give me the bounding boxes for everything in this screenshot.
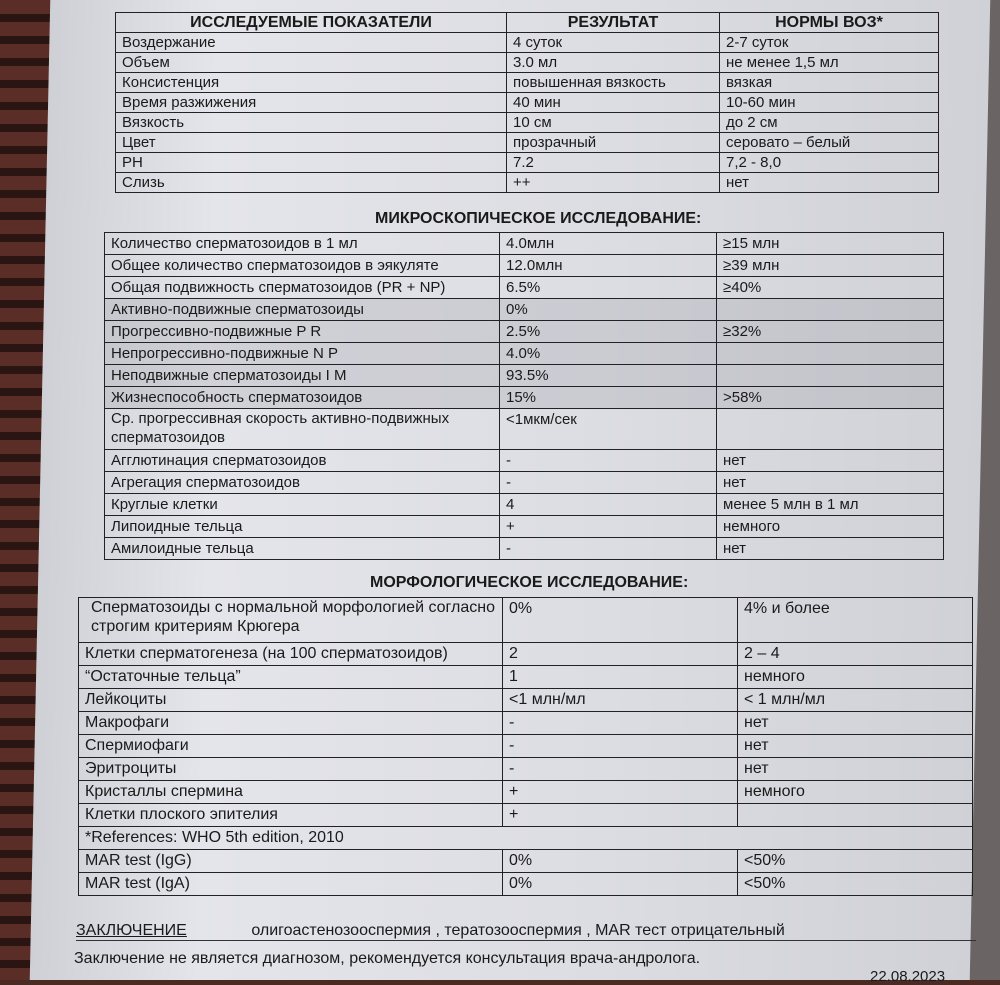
param-norm: не менее 1,5 мл <box>720 53 939 73</box>
table-row <box>116 173 939 193</box>
table-row <box>79 712 973 735</box>
table-row <box>105 277 944 299</box>
param-result: 0% <box>503 598 738 643</box>
param-norm: нет <box>717 450 944 472</box>
param-result: 1 <box>503 666 738 689</box>
param-norm: нет <box>738 735 973 758</box>
table-row <box>116 93 939 113</box>
param-norm <box>717 343 944 365</box>
param-result: <1мкм/сек <box>500 409 717 450</box>
param-name: Ср. прогрессивная скорость активно-подвижных сперматозоидов <box>105 409 500 450</box>
param-norm: до 2 см <box>720 113 939 133</box>
param-norm <box>717 299 944 321</box>
param-name: Кристаллы спермина <box>79 781 503 804</box>
param-norm: нет <box>720 173 939 193</box>
param-name: Неподвижные сперматозоиды I M <box>105 365 500 387</box>
param-name: Непрогрессивно-подвижные N P <box>105 343 500 365</box>
param-norm: 7,2 - 8,0 <box>720 153 939 173</box>
param-name: Спермиофаги <box>79 735 503 758</box>
morph-section-title: МОРФОЛОГИЧЕСКОЕ ИССЛЕДОВАНИЕ: <box>370 574 689 591</box>
param-name: Макрофаги <box>79 712 503 735</box>
param-norm: <50% <box>738 873 973 896</box>
table-row <box>116 133 939 153</box>
conclusion-text: олигоастенозооспермия , тератозооспермия , MAR тест отрицательный <box>251 922 785 939</box>
report-date: 22.08.2023 <box>870 968 946 985</box>
general-table <box>115 12 939 193</box>
param-norm: ≥32% <box>717 321 944 343</box>
param-result: - <box>503 735 738 758</box>
param-result: повышенная вязкость <box>507 73 720 93</box>
param-norm: вязкая <box>720 73 939 93</box>
param-name: Агглютинация сперматозоидов <box>105 450 500 472</box>
param-norm: менее 5 млн в 1 мл <box>717 494 944 516</box>
table-row <box>105 450 944 472</box>
table-row <box>79 598 973 643</box>
table-row <box>105 472 944 494</box>
table-row <box>116 33 939 53</box>
table-row <box>116 53 939 73</box>
param-result: 0% <box>503 873 738 896</box>
param-norm: ≥15 млн <box>717 233 944 255</box>
param-result: 12.0млн <box>500 255 717 277</box>
divider <box>76 940 976 941</box>
param-norm: серовато – белый <box>720 133 939 153</box>
micro-section-title: МИКРОСКОПИЧЕСКОЕ ИССЛЕДОВАНИЕ: <box>375 210 702 227</box>
param-result: - <box>503 758 738 781</box>
param-name: Лейкоциты <box>79 689 503 712</box>
param-name: Вязкость <box>116 113 507 133</box>
micro-table <box>104 232 944 560</box>
table-row <box>105 255 944 277</box>
param-norm: >58% <box>717 387 944 409</box>
param-name: Агрегация сперматозоидов <box>105 472 500 494</box>
table-row <box>105 343 944 365</box>
param-norm <box>738 804 973 827</box>
table-row <box>79 873 973 896</box>
param-result: 40 мин <box>507 93 720 113</box>
param-name: Круглые клетки <box>105 494 500 516</box>
table-row <box>79 781 973 804</box>
table-row <box>116 113 939 133</box>
param-result: 2.5% <box>500 321 717 343</box>
param-result: 93.5% <box>500 365 717 387</box>
table-row <box>79 827 973 850</box>
param-result: 6.5% <box>500 277 717 299</box>
param-name: Объем <box>116 53 507 73</box>
param-norm: 2-7 суток <box>720 33 939 53</box>
param-name: Время разжижения <box>116 93 507 113</box>
param-result: 2 <box>503 643 738 666</box>
table-row <box>79 689 973 712</box>
param-norm: нет <box>738 712 973 735</box>
param-result: 10 см <box>507 113 720 133</box>
param-result: <1 млн/мл <box>503 689 738 712</box>
header-indicators: ИССЛЕДУЕМЫЕ ПОКАЗАТЕЛИ <box>116 13 507 33</box>
param-norm: ≥40% <box>717 277 944 299</box>
param-result: - <box>500 472 717 494</box>
table-row <box>105 494 944 516</box>
param-result: 4.0% <box>500 343 717 365</box>
table-row <box>105 516 944 538</box>
table-row <box>105 538 944 560</box>
param-result: + <box>500 516 717 538</box>
param-norm: немного <box>738 781 973 804</box>
param-name: Жизнеспособность сперматозоидов <box>105 387 500 409</box>
param-name: Воздержание <box>116 33 507 53</box>
morph-table <box>78 597 973 896</box>
param-result: 3.0 мл <box>507 53 720 73</box>
param-norm: ≥39 млн <box>717 255 944 277</box>
table-row <box>105 321 944 343</box>
param-result: прозрачный <box>507 133 720 153</box>
param-result: 4 <box>500 494 717 516</box>
param-result: 4 суток <box>507 33 720 53</box>
table-row <box>105 299 944 321</box>
param-norm: немного <box>738 666 973 689</box>
param-name: Амилоидные тельца <box>105 538 500 560</box>
param-norm: 2 – 4 <box>738 643 973 666</box>
param-result: + <box>503 804 738 827</box>
disclaimer: Заключение не является диагнозом, рекомендуется консультация врача-андролога. <box>74 950 701 967</box>
param-result: ++ <box>507 173 720 193</box>
table-row <box>79 735 973 758</box>
param-name: Консистенция <box>116 73 507 93</box>
param-norm: <50% <box>738 850 973 873</box>
param-name: MAR test (IgG) <box>79 850 503 873</box>
param-name: Клетки сперматогенеза (на 100 сперматозоидов) <box>79 643 503 666</box>
param-norm: нет <box>738 758 973 781</box>
param-result: 7.2 <box>507 153 720 173</box>
param-name: Липоидные тельца <box>105 516 500 538</box>
param-name: Клетки плоского эпителия <box>79 804 503 827</box>
param-result: 0% <box>500 299 717 321</box>
table-row <box>79 758 973 781</box>
header-norms: НОРМЫ ВОЗ* <box>720 13 939 33</box>
param-result: - <box>500 538 717 560</box>
conclusion-label: ЗАКЛЮЧЕНИЕ <box>76 922 187 939</box>
header-result: РЕЗУЛЬТАТ <box>507 13 720 33</box>
param-name: Общая подвижность сперматозоидов (PR + NP) <box>105 277 500 299</box>
param-result: 0% <box>503 850 738 873</box>
table-row <box>105 409 944 450</box>
param-result: - <box>503 712 738 735</box>
param-result: 4.0млн <box>500 233 717 255</box>
table-row <box>79 666 973 689</box>
param-name: Количество сперматозоидов в 1 мл <box>105 233 500 255</box>
param-name: Слизь <box>116 173 507 193</box>
table-row <box>116 73 939 93</box>
references-note: *References: WHO 5th edition, 2010 <box>79 827 973 850</box>
param-norm: нет <box>717 538 944 560</box>
param-norm: < 1 млн/мл <box>738 689 973 712</box>
param-result: + <box>503 781 738 804</box>
table-row <box>79 850 973 873</box>
conclusion <box>76 922 785 940</box>
param-norm <box>717 409 944 450</box>
param-name: Цвет <box>116 133 507 153</box>
table-row <box>79 643 973 666</box>
table-header <box>116 13 939 33</box>
param-result: - <box>500 450 717 472</box>
param-name: Эритроциты <box>79 758 503 781</box>
param-norm <box>717 365 944 387</box>
param-result: 15% <box>500 387 717 409</box>
table-row <box>116 153 939 173</box>
table-row <box>79 804 973 827</box>
param-name: “Остаточные тельца” <box>79 666 503 689</box>
param-name: Общее количество сперматозоидов в эякуляте <box>105 255 500 277</box>
param-name: Сперматозоиды с нормальной морфологией согласно строгим критериям Крюгера <box>79 598 503 643</box>
table-row <box>105 365 944 387</box>
param-name: PH <box>116 153 507 173</box>
param-norm: 4% и более <box>738 598 973 643</box>
param-norm: немного <box>717 516 944 538</box>
table-row <box>105 233 944 255</box>
param-norm: нет <box>717 472 944 494</box>
param-name: Активно-подвижные сперматозоиды <box>105 299 500 321</box>
table-row <box>105 387 944 409</box>
param-norm: 10-60 мин <box>720 93 939 113</box>
param-name: Прогрессивно-подвижные P R <box>105 321 500 343</box>
param-name: MAR test (IgA) <box>79 873 503 896</box>
